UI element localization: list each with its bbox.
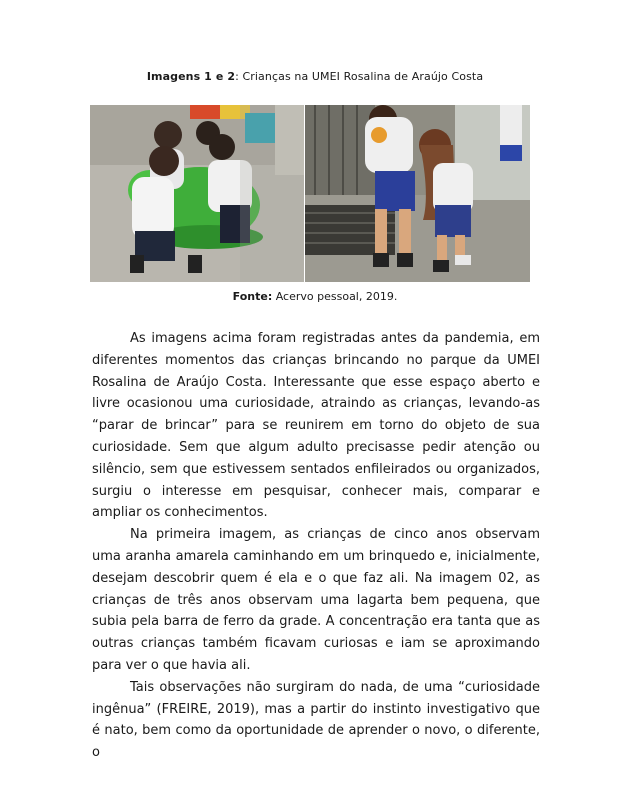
figure-source-text: Acervo pessoal, 2019. bbox=[272, 290, 398, 303]
paragraph: Tais observações não surgiram do nada, de uma “curiosidade ingênua” (FREIRE, 2019), mas a partir do instinto investigativo que é nato, bem como da oportunidade de aprender o novo, o diferente, o bbox=[92, 679, 540, 761]
paragraph: Na primeira imagem, as crianças de cinco anos observam uma aranha amarela caminhando em um brinquedo e, inicialmente, desejam descobrir quem é ela e o que faz ali. Na imagem 02, as crianças de três anos observam uma lagarta bem pequena, que subia pela barra de ferro da grade. A concentração era tanta que as outras crianças também ficavam curiosas e iam se aproximando para ver o que havia ali. bbox=[92, 527, 540, 673]
paragraph: As imagens acima foram registradas antes da pandemia, em diferentes momentos das crianças brincando no parque da UMEI Rosalina de Araújo Costa. Interessante que esse espaço aberto e livre ocasionou uma curiosidade, atraindo as crianças, levando-as “parar de brincar” para se reunirem em torno do objeto de sua curiosidade. Sem que algum adulto precisasse pedir atenção ou silêncio, sem que estivessem sentados enfileirados ou organizados, surgiu o interesse em pesquisar, conhecer mais, comparar e ampliar os conhecimentos. bbox=[92, 331, 540, 521]
photo-pair bbox=[90, 105, 530, 282]
figure-source bbox=[0, 290, 630, 303]
figure-caption bbox=[0, 70, 630, 83]
children-green-toy-photo bbox=[90, 105, 304, 282]
figure-caption-label: Imagens 1 e 2 bbox=[146, 70, 236, 83]
figure-caption-text: : Crianças na UMEI Rosalina de Araújo Costa bbox=[235, 70, 484, 83]
body-text bbox=[92, 328, 540, 764]
children-grate-photo bbox=[305, 105, 530, 282]
figure-source-label: Fonte: bbox=[232, 290, 273, 303]
